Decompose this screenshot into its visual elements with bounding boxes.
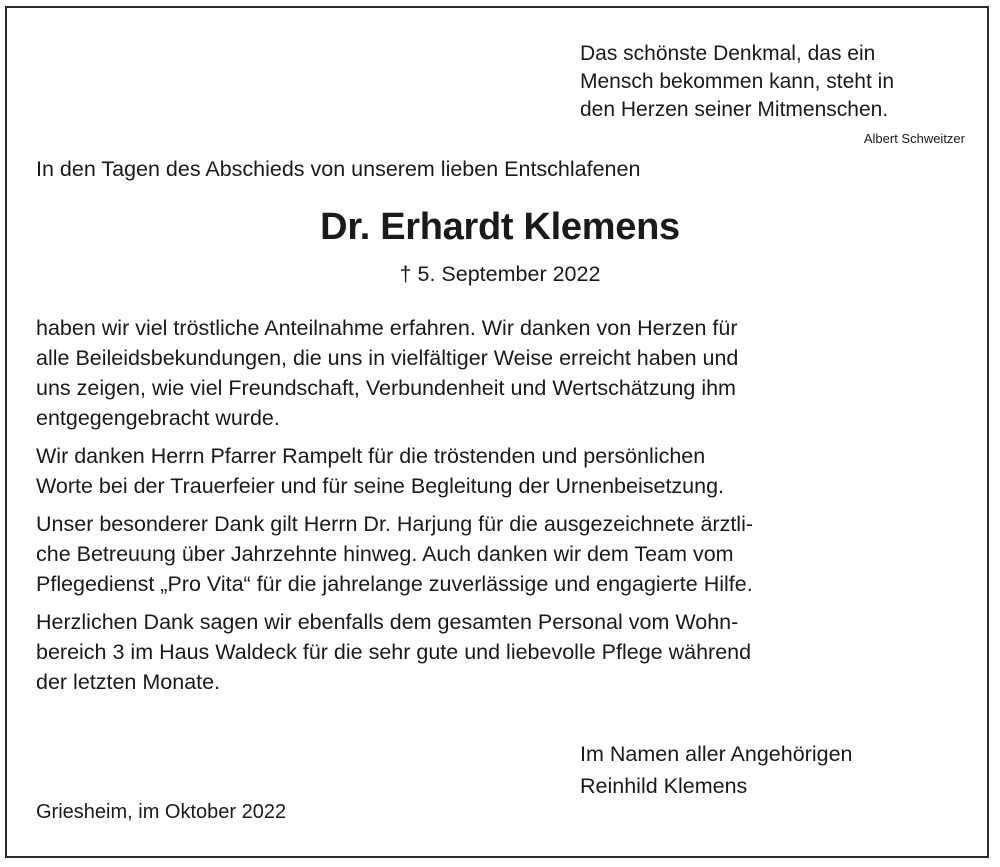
intro-text: In den Tagen des Abschieds von unserem lieben Entschlafenen [36,157,641,181]
quote-line: den Herzen seiner Mitmenschen. [580,98,889,121]
text-line: Herzlichen Dank sagen wir ebenfalls dem gesamten Personal vom Wohn- [36,610,739,634]
text-line: Wir danken Herrn Pfarrer Rampelt für die tröstenden und persönlichen [36,444,706,468]
signature-line-1: Im Namen aller Angehörigen [580,742,853,766]
text-line: che Betreuung über Jahrzehnte hinweg. Auch danken wir dem Team vom [36,542,734,566]
signature-block [580,738,853,802]
text-line: uns zeigen, wie viel Freundschaft, Verbundenheit und Wertschätzung ihm [36,376,736,400]
paragraph [36,509,976,599]
thanks-body [36,313,976,705]
death-date: † 5. September 2022 [399,262,601,286]
deceased-name: Dr. Erhardt Klemens [320,206,680,248]
place-date: Griesheim, im Oktober 2022 [36,801,287,823]
paragraph [36,313,976,433]
text-line: Pflegedienst „Pro Vita“ für die jahrelange zuverlässige und engagierte Hilfe. [36,572,753,596]
text-line: Unser besonderer Dank gilt Herrn Dr. Harjung für die ausgezeichnete ärztli- [36,512,754,536]
text-line: Worte bei der Trauerfeier und für seine Begleitung der Urnenbeisetzung. [36,474,725,498]
quote-line: Mensch bekommen kann, steht in [580,70,894,93]
quote-author: Albert Schweitzer [863,131,965,146]
paragraph [36,607,976,697]
epigraph-quote [580,40,980,124]
text-line: bereich 3 im Haus Waldeck für die sehr gute und liebevolle Pflege während [36,640,752,664]
paragraph [36,441,976,501]
signature-name: Reinhild Klemens [580,774,748,798]
text-line: entgegengebracht wurde. [36,406,280,430]
text-line: haben wir viel tröstliche Anteilnahme erfahren. Wir danken von Herzen für [36,316,738,340]
text-line: der letzten Monate. [36,670,221,694]
text-line: alle Beileidsbekundungen, die uns in vielfältiger Weise erreicht haben und [36,346,739,370]
quote-line: Das schönste Denkmal, das ein [580,42,876,65]
